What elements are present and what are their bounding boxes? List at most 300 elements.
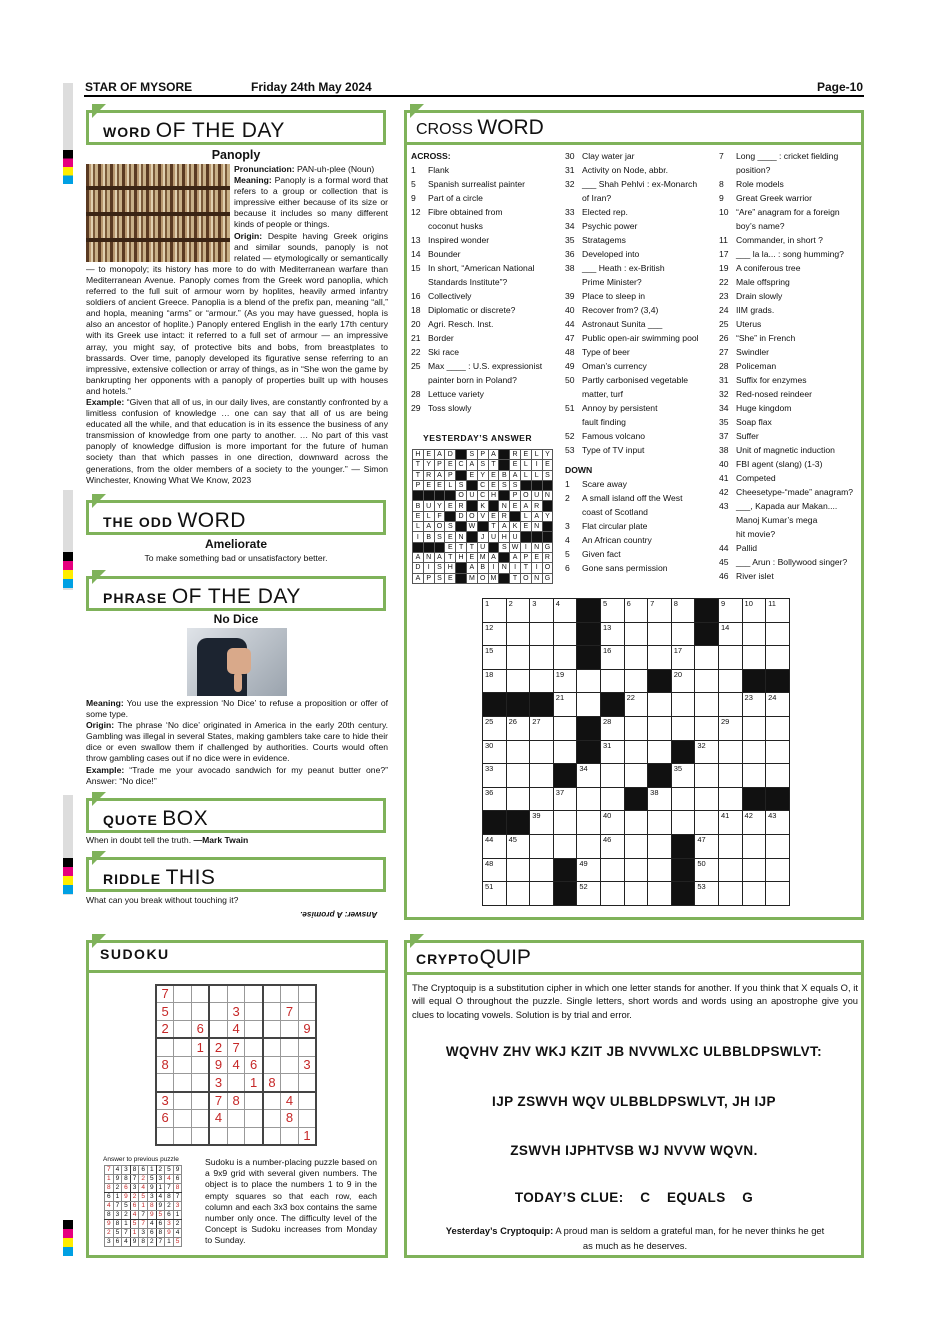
sudoku-cell[interactable] (245, 1003, 263, 1021)
phrase-tab-large: OF THE DAY (171, 585, 301, 608)
crossword-cell[interactable] (530, 834, 554, 858)
sudoku-cell[interactable] (245, 985, 263, 1003)
answer-cell: N (499, 501, 510, 511)
crossword-cell[interactable]: 44 (483, 834, 507, 858)
crossword-cell[interactable] (671, 622, 695, 646)
crossword-cell[interactable] (695, 669, 719, 693)
crossword-cell[interactable]: 5 (600, 599, 624, 623)
clue (565, 491, 715, 505)
sudoku-cell[interactable]: 6 (192, 1021, 210, 1039)
crossword-cell[interactable]: 53 (695, 882, 719, 906)
sudoku-cell[interactable] (209, 1003, 227, 1021)
crossword-cell[interactable]: 28 (600, 716, 624, 740)
crossword-cell[interactable] (530, 787, 554, 811)
crossword-cell[interactable]: 45 (506, 834, 530, 858)
crossword-cell[interactable]: 24 (766, 693, 790, 717)
crossword-cell[interactable] (600, 669, 624, 693)
answer-cell: 1 (122, 1220, 131, 1229)
crossword-cell[interactable] (742, 740, 766, 764)
answer-cell: T (413, 470, 424, 480)
answer-cell: 7 (139, 1211, 148, 1220)
cipher-line-3: ZSWVH IJPHTVSB WJ NVVW WQVN. (510, 1143, 758, 1158)
crossword-cell[interactable] (506, 787, 530, 811)
sudoku-cell[interactable] (156, 1127, 174, 1145)
crossword-cell[interactable]: 32 (695, 740, 719, 764)
sudoku-cell[interactable] (227, 1110, 245, 1128)
answer-cell: A (466, 563, 477, 573)
sudoku-cell[interactable] (192, 1056, 210, 1074)
answer-cell: I (520, 542, 531, 552)
crossword-cell[interactable] (506, 882, 530, 906)
clue (719, 219, 864, 233)
sudoku-cell[interactable] (209, 1127, 227, 1145)
crossword-cell[interactable]: 37 (553, 787, 577, 811)
answer-cell: 3 (105, 1238, 114, 1247)
crossword-cell[interactable]: 34 (577, 764, 601, 788)
sudoku-cell[interactable] (263, 1021, 281, 1039)
crossword-cell[interactable] (718, 787, 742, 811)
crossword-cell[interactable] (600, 858, 624, 882)
sudoku-cell[interactable] (281, 1038, 299, 1056)
crossword-cell[interactable] (624, 882, 648, 906)
crossword-cell[interactable]: 38 (648, 787, 672, 811)
crossword-cell[interactable]: 23 (742, 693, 766, 717)
crossword-cell[interactable] (718, 740, 742, 764)
crossword-cell[interactable] (648, 834, 672, 858)
answer-cell: 1 (105, 1175, 114, 1184)
crossword-cell[interactable]: 39 (530, 811, 554, 835)
crossword-cell[interactable] (766, 646, 790, 670)
riddle-tab-small: RIDDLE (103, 871, 162, 887)
crossword-cell[interactable] (695, 693, 719, 717)
sudoku-cell[interactable]: 2 (209, 1038, 227, 1056)
crossword-cell[interactable]: 50 (695, 858, 719, 882)
crossword-cell[interactable]: 8 (671, 599, 695, 623)
sudoku-cell[interactable] (298, 1074, 316, 1092)
sudoku-cell[interactable] (192, 1127, 210, 1145)
crossword-cell[interactable]: 3 (530, 599, 554, 623)
sudoku-title-text: SUDOKU (100, 946, 170, 962)
answer-cell: 3 (165, 1220, 174, 1229)
clue-text: Suffer (736, 431, 759, 441)
sudoku-cell[interactable] (263, 1038, 281, 1056)
crossword-cell[interactable]: 10 (742, 599, 766, 623)
crossword-cell[interactable]: 26 (506, 716, 530, 740)
crossword-cell[interactable] (742, 764, 766, 788)
answer-cell: B (423, 532, 434, 542)
answer-cell: 6 (139, 1166, 148, 1175)
sudoku-cell[interactable] (174, 1074, 192, 1092)
clue-number: 49 (565, 361, 575, 371)
sudoku-cell[interactable] (245, 1021, 263, 1039)
sudoku-cell[interactable] (156, 1074, 174, 1092)
answer-cell (466, 501, 477, 511)
sudoku-cell[interactable]: 1 (298, 1127, 316, 1145)
crossword-cell[interactable] (695, 716, 719, 740)
crossword-cell[interactable] (624, 764, 648, 788)
sudoku-cell[interactable] (192, 985, 210, 1003)
sudoku-cell[interactable] (281, 985, 299, 1003)
clue-text: Red-nosed reindeer (736, 389, 812, 399)
clue-text: Lettuce variety (428, 389, 484, 399)
clue (719, 541, 864, 555)
crossword-cell[interactable]: 35 (671, 764, 695, 788)
crossword-cell[interactable]: 6 (624, 599, 648, 623)
answer-cell: C (477, 491, 488, 501)
clue-number: 4 (565, 535, 570, 545)
sudoku-cell[interactable] (174, 1038, 192, 1056)
crossword-cell[interactable] (648, 716, 672, 740)
crossword-cell[interactable]: 22 (624, 693, 648, 717)
sudoku-cell[interactable]: 9 (298, 1021, 316, 1039)
crossword-cell[interactable] (600, 787, 624, 811)
black-cell (553, 764, 577, 788)
crossword-cell[interactable]: 40 (600, 811, 624, 835)
crossword-cell[interactable]: 41 (718, 811, 742, 835)
sudoku-cell[interactable]: 1 (192, 1038, 210, 1056)
sudoku-cell[interactable]: 2 (156, 1021, 174, 1039)
crossword-cell[interactable]: 27 (530, 716, 554, 740)
crossword-cell[interactable] (553, 811, 577, 835)
sudoku-cell[interactable] (298, 1038, 316, 1056)
answer-cell: L (520, 470, 531, 480)
crossword-cell[interactable] (577, 787, 601, 811)
sudoku-cell[interactable] (298, 1003, 316, 1021)
crossword-cell[interactable] (624, 646, 648, 670)
sudoku-cell[interactable]: 7 (209, 1092, 227, 1110)
clue (719, 373, 864, 387)
crossword-cell[interactable] (695, 646, 719, 670)
crossword-cell[interactable]: 4 (553, 599, 577, 623)
crossword-cell[interactable] (671, 693, 695, 717)
clue-text: boy’s name? (736, 221, 785, 231)
crossword-cell[interactable] (695, 764, 719, 788)
crossword-cell[interactable]: 48 (483, 858, 507, 882)
sudoku-cell[interactable] (298, 1092, 316, 1110)
answer-cell: 2 (156, 1166, 165, 1175)
crossword-cell[interactable]: 14 (718, 622, 742, 646)
sudoku-cell[interactable] (263, 1127, 281, 1145)
clue-number: 5 (565, 549, 570, 559)
sudoku-cell[interactable] (281, 1074, 299, 1092)
sudoku-cell[interactable] (192, 1110, 210, 1128)
sudoku-cell[interactable]: 6 (245, 1056, 263, 1074)
sudoku-cell[interactable]: 3 (156, 1092, 174, 1110)
crossword-cell[interactable] (718, 669, 742, 693)
crossword-cell[interactable] (624, 740, 648, 764)
crossword-cell[interactable] (530, 764, 554, 788)
crossword-cell[interactable] (506, 858, 530, 882)
clue-number: 20 (411, 319, 421, 329)
crossword-cell[interactable]: 12 (483, 622, 507, 646)
sudoku-cell[interactable]: 3 (227, 1003, 245, 1021)
crossword-cell[interactable]: 19 (553, 669, 577, 693)
crossword-cell[interactable] (766, 834, 790, 858)
crossword-cell[interactable] (695, 787, 719, 811)
sudoku-cell[interactable]: 4 (281, 1092, 299, 1110)
crossword-cell[interactable] (742, 622, 766, 646)
sudoku-cell[interactable]: 9 (209, 1056, 227, 1074)
crossword-cell[interactable]: 52 (577, 882, 601, 906)
answer-cell: Y (542, 511, 553, 521)
crossword-cell[interactable] (742, 716, 766, 740)
sudoku-cell[interactable]: 5 (156, 1003, 174, 1021)
crossword-cell[interactable]: 7 (648, 599, 672, 623)
sudoku-cell[interactable] (245, 1110, 263, 1128)
answer-cell: 9 (147, 1184, 156, 1193)
sudoku-cell[interactable]: 6 (156, 1110, 174, 1128)
crossword-cell[interactable]: 13 (600, 622, 624, 646)
clue (565, 233, 715, 247)
sudoku-cell[interactable] (174, 1056, 192, 1074)
crossword-cell[interactable] (648, 858, 672, 882)
crossword-cell[interactable] (577, 693, 601, 717)
crossword-cell[interactable] (577, 811, 601, 835)
phrase-origin: The phrase ‘No dice’ originated in America in the early 20th century. Gambling was illegal in several States, making gamblers take care to hide their dice or even swallow them if challenged by authorities. Courts would often throw gambling cases out if no dice were in evidence. (86, 720, 388, 764)
crossword-cell[interactable]: 20 (671, 669, 695, 693)
sudoku-cell[interactable] (263, 1003, 281, 1021)
clue-text: Great Greek warrior (736, 193, 812, 203)
crossword-cell[interactable] (766, 716, 790, 740)
clue (719, 317, 864, 331)
crossword-cell[interactable] (766, 764, 790, 788)
answer-cell: O (456, 491, 467, 501)
answer-cell: 2 (105, 1229, 114, 1238)
crossword-cell[interactable]: 29 (718, 716, 742, 740)
sudoku-cell[interactable] (281, 1127, 299, 1145)
sudoku-cell[interactable]: 8 (156, 1056, 174, 1074)
answer-cell: E (413, 511, 424, 521)
crossword-cell[interactable]: 9 (718, 599, 742, 623)
sudoku-cell[interactable]: 8 (227, 1092, 245, 1110)
crossword-cell[interactable]: 51 (483, 882, 507, 906)
crossword-cell[interactable] (695, 811, 719, 835)
crossword-cell[interactable] (718, 646, 742, 670)
crossword-cell[interactable] (648, 740, 672, 764)
crossword-cell[interactable] (766, 882, 790, 906)
crossword-cell[interactable] (600, 882, 624, 906)
crossword-cell[interactable] (530, 882, 554, 906)
crossword-cell[interactable] (624, 622, 648, 646)
answer-cell: L (520, 460, 531, 470)
sudoku-cell[interactable] (174, 985, 192, 1003)
answer-cell: A (413, 552, 424, 562)
crossword-cell[interactable] (506, 740, 530, 764)
crossword-cell[interactable]: 21 (553, 693, 577, 717)
crossword-cell[interactable] (530, 740, 554, 764)
clue-number: 31 (565, 165, 575, 175)
black-cell (553, 858, 577, 882)
crossword-cell[interactable] (577, 669, 601, 693)
sudoku-cell[interactable] (174, 1110, 192, 1128)
clue-text: ___ Heath : ex-British (582, 263, 665, 273)
crossword-cell[interactable] (530, 669, 554, 693)
sudoku-cell[interactable]: 7 (281, 1003, 299, 1021)
sudoku-cell[interactable]: 4 (227, 1056, 245, 1074)
crossword-cell[interactable] (577, 834, 601, 858)
crossword-cell[interactable] (671, 787, 695, 811)
phrase-title: No Dice (213, 612, 259, 626)
origin: Despite having Greek origins and similar sounds, panoply is not related — etymologically or semantically — to monopoly; its history has more to do with Mediterranean warfare than Mediterranean Avenue. Panoply comes from the Greek word panoplia, which referred to the full suit of armour worn by hoplites, heavily armed infantry soldiers of ancient Greece. Panoplia is a blend of the prefix pan, meaning “all,” and hopla, meaning “arms” or “armour.” (As you may have guessed, hopla is also an ancestor of hoplite.) Panoply entered English in the early 17th century with its Greek use intact: it referred to a full set of armour — an impressive array, you might say, of protective bits and bobs, from breastplates to brassards. Over time, panoply developed its figurative sense referring to an impressive, extensive collection or array of things, as in “She won the game by bankrupting her opponents with a panoply of properties built up with houses and hotels.” (86, 230, 389, 396)
crossword-cell[interactable]: 2 (506, 599, 530, 623)
crossword-cell[interactable]: 49 (577, 858, 601, 882)
crossword-cell[interactable] (718, 858, 742, 882)
crossword-cell[interactable] (506, 669, 530, 693)
sudoku-cell[interactable] (263, 1092, 281, 1110)
answer-cell: 6 (105, 1193, 114, 1202)
crossword-cell[interactable] (530, 858, 554, 882)
crossword-cell[interactable] (648, 811, 672, 835)
crossword-cell[interactable]: 36 (483, 787, 507, 811)
crossword-cell[interactable] (553, 622, 577, 646)
crossword-cell[interactable] (718, 834, 742, 858)
sudoku-cell[interactable] (192, 1092, 210, 1110)
sudoku-cell[interactable]: 3 (209, 1074, 227, 1092)
crossword-cell[interactable] (624, 669, 648, 693)
sudoku-cell[interactable] (263, 1056, 281, 1074)
crossword-cell[interactable] (718, 693, 742, 717)
cq-tab-large: QUIP (479, 946, 531, 969)
clue-text: Scare away (582, 479, 627, 489)
crossword-cell[interactable] (648, 622, 672, 646)
sudoku-cell[interactable] (298, 1110, 316, 1128)
riddle-question: What can you break without touching it? (86, 895, 239, 905)
crossword-cell[interactable] (742, 834, 766, 858)
sudoku-cell[interactable] (174, 1092, 192, 1110)
sudoku-grid[interactable] (155, 984, 317, 1146)
sudoku-cell[interactable] (174, 1021, 192, 1039)
answer-cell: 2 (139, 1175, 148, 1184)
sudoku-cell[interactable] (263, 1110, 281, 1128)
clue-text: Agri. Resch. Inst. (428, 319, 494, 329)
crossword-cell[interactable] (506, 646, 530, 670)
sudoku-cell[interactable]: 7 (227, 1038, 245, 1056)
sudoku-cell[interactable] (227, 1074, 245, 1092)
answer-cell: A (510, 552, 521, 562)
crossword-cell[interactable] (766, 622, 790, 646)
crossword-cell[interactable] (624, 811, 648, 835)
crossword-cell[interactable]: 16 (600, 646, 624, 670)
sudoku-cell[interactable] (245, 1127, 263, 1145)
sudoku-cell[interactable] (227, 985, 245, 1003)
sudoku-cell[interactable]: 8 (281, 1110, 299, 1128)
sudoku-cell[interactable] (263, 985, 281, 1003)
sudoku-cell[interactable] (281, 1056, 299, 1074)
crossword-cell[interactable]: 30 (483, 740, 507, 764)
crossword-cell[interactable]: 42 (742, 811, 766, 835)
crossword-cell[interactable] (506, 764, 530, 788)
clue-number: 33 (565, 207, 575, 217)
crossword-cell[interactable] (671, 716, 695, 740)
crossword-cell[interactable] (766, 858, 790, 882)
crossword-cell[interactable]: 18 (483, 669, 507, 693)
crossword-cell[interactable]: 11 (766, 599, 790, 623)
crossword-cell[interactable]: 1 (483, 599, 507, 623)
sudoku-cell[interactable] (156, 1038, 174, 1056)
crossword-cell[interactable] (742, 858, 766, 882)
sudoku-cell[interactable] (192, 1074, 210, 1092)
crossword-cell[interactable] (530, 646, 554, 670)
crossword-cell[interactable]: 43 (766, 811, 790, 835)
crossword-cell[interactable]: 15 (483, 646, 507, 670)
sudoku-cell[interactable] (281, 1021, 299, 1039)
crossword-cell[interactable] (530, 622, 554, 646)
crossword-cell[interactable] (553, 740, 577, 764)
crossword-cell[interactable] (648, 882, 672, 906)
sudoku-cell[interactable]: 4 (227, 1021, 245, 1039)
answer-cell: 4 (122, 1238, 131, 1247)
sudoku-cell[interactable] (192, 1003, 210, 1021)
answer-cell (456, 450, 467, 460)
clue (719, 233, 864, 247)
black-cell (671, 882, 695, 906)
crossword-cell[interactable] (553, 646, 577, 670)
sudoku-cell[interactable] (298, 985, 316, 1003)
clue-number: 47 (565, 333, 575, 343)
sudoku-cell[interactable] (209, 985, 227, 1003)
crossword-cell[interactable] (766, 740, 790, 764)
sudoku-cell[interactable]: 1 (245, 1074, 263, 1092)
sudoku-cell[interactable] (174, 1127, 192, 1145)
crossword-cell[interactable] (600, 764, 624, 788)
crossword-cell[interactable] (671, 811, 695, 835)
answer-cell: R (531, 501, 542, 511)
crossword-cell[interactable] (506, 622, 530, 646)
cipher-line-2: IJP ZSWVH WQV ULBBLDPSWLVT, JH IJP (492, 1094, 776, 1109)
crossword-cell[interactable] (742, 646, 766, 670)
sudoku-cell[interactable] (227, 1127, 245, 1145)
crossword-cell[interactable] (742, 882, 766, 906)
quote-tab-small: QUOTE (103, 812, 158, 828)
answer-cell: T (510, 573, 521, 583)
sudoku-cell[interactable] (245, 1038, 263, 1056)
clue (565, 317, 715, 331)
crossword-cell[interactable]: 33 (483, 764, 507, 788)
crossword-cell[interactable] (624, 834, 648, 858)
sudoku-cell[interactable] (174, 1003, 192, 1021)
sudoku-cell[interactable]: 3 (298, 1056, 316, 1074)
sudoku-cell[interactable] (245, 1092, 263, 1110)
sudoku-cell[interactable]: 4 (209, 1110, 227, 1128)
sudoku-cell[interactable] (209, 1021, 227, 1039)
crossword-cell[interactable]: 17 (671, 646, 695, 670)
answer-cell: A (488, 552, 499, 562)
crossword-cell[interactable] (718, 764, 742, 788)
sudoku-cell[interactable]: 7 (156, 985, 174, 1003)
answer-cell: E (488, 480, 499, 490)
clue (565, 373, 715, 387)
crossword-cell[interactable] (624, 716, 648, 740)
clue (411, 387, 561, 401)
clue-number: 36 (565, 249, 575, 259)
crossword-cell[interactable] (624, 858, 648, 882)
crossword-cell[interactable] (648, 693, 672, 717)
crossword-cell[interactable]: 25 (483, 716, 507, 740)
answer-cell: 4 (113, 1166, 122, 1175)
crossword-cell[interactable] (648, 646, 672, 670)
quote-tab (86, 798, 386, 833)
crossword-grid[interactable] (482, 598, 790, 906)
crossword-cell[interactable]: 47 (695, 834, 719, 858)
sudoku-cell[interactable]: 8 (263, 1074, 281, 1092)
crossword-cell[interactable] (553, 834, 577, 858)
clue (719, 149, 864, 163)
crossword-cell[interactable]: 31 (600, 740, 624, 764)
crossword-cell[interactable] (553, 716, 577, 740)
crossword-cell[interactable]: 46 (600, 834, 624, 858)
odd-word-tab (86, 500, 386, 535)
crossword-cell[interactable] (718, 882, 742, 906)
